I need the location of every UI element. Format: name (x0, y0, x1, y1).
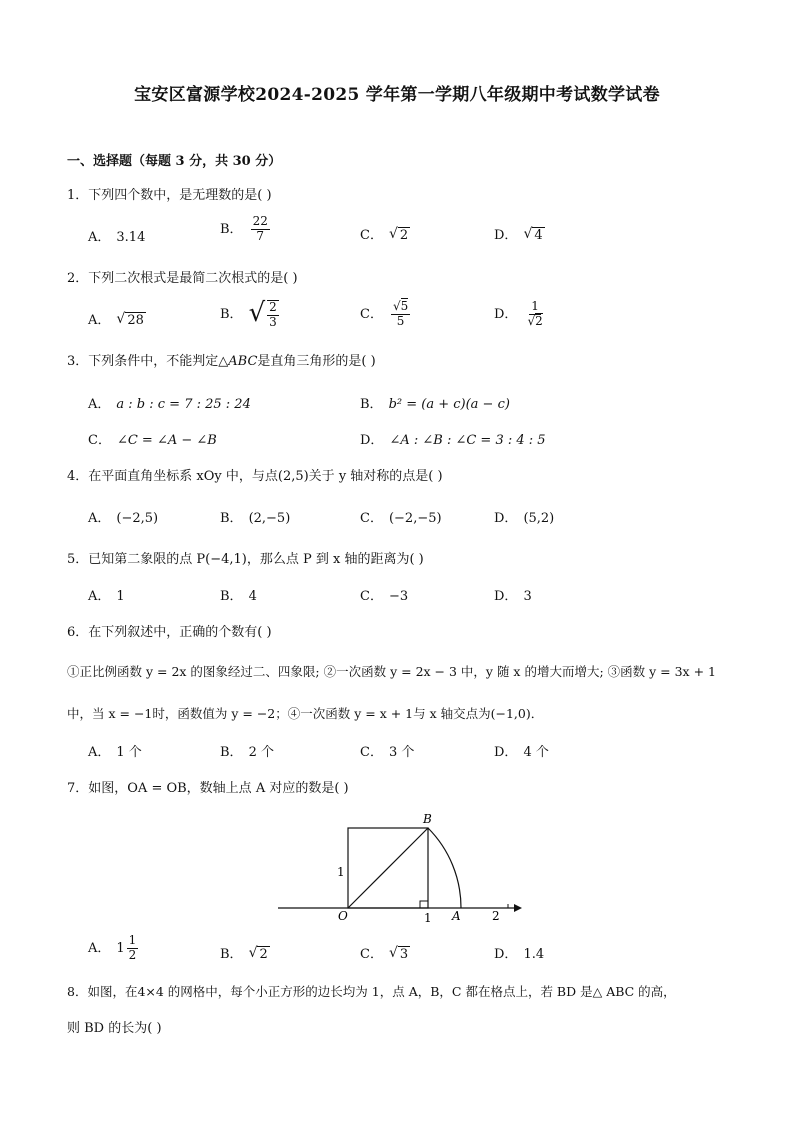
q1-option-b[interactable]: B． $\frac{22}{7}$ (220, 214, 268, 243)
q4-option-a[interactable]: A． (−2,5) (88, 511, 159, 526)
q6-option-a[interactable]: A． 1 个 (88, 745, 142, 760)
q3-option-c[interactable]: C． ∠C = ∠A − ∠B (88, 433, 217, 448)
sqrt: √ 2 (248, 945, 268, 963)
sqrt: √ 2 (388, 226, 409, 244)
question-6-stem: 6．在下列叙述中，正确的个数有( ) (67, 625, 272, 640)
q3-option-b[interactable]: B． b² = (a + c)(a − c) (360, 397, 510, 412)
point-b-label: B (423, 812, 432, 826)
q6-option-c[interactable]: C． 3 个 (360, 745, 415, 760)
q5-option-a[interactable]: A． 1 (88, 589, 125, 604)
question-7-stem: 7．如图，OA = OB，数轴上点 A 对应的数是( ) (67, 781, 349, 796)
q6-option-d[interactable]: D． 4 个 (494, 745, 549, 760)
q3-option-d[interactable]: D． ∠A : ∠B : ∠C = 3 : 4 : 5 (360, 433, 546, 448)
tick-1-label: 1 (424, 911, 432, 925)
fraction: $\frac{1}{√2}$ (527, 299, 543, 328)
fraction: $\frac{1}{2}$ (128, 933, 137, 962)
point-a-label: A (452, 909, 461, 923)
q1-option-c[interactable]: C． √ 2 (360, 226, 409, 244)
q2-option-a[interactable]: A． √ 28 (88, 311, 144, 329)
q5-option-d[interactable]: D． 3 (494, 589, 532, 604)
diagonal-ob (348, 828, 428, 908)
point-o-label: O (338, 909, 348, 923)
question-6-statements-line1: ①正比例函数 y = 2x 的图象经过二、四象限; ②一次函数 y = 2x − 3 中，y 随 x 的增大而增大; ③函数 y = 3x + 1 (67, 664, 716, 679)
q4-option-c[interactable]: C． (−2,−5) (360, 511, 442, 526)
q4-option-d[interactable]: D． (5,2) (494, 511, 555, 526)
q7-option-c[interactable]: C． √ 3 (360, 945, 409, 963)
q2-option-d[interactable]: D． $\frac{1}{√2}$ (494, 299, 543, 328)
sqrt: √ 28 (116, 311, 144, 329)
exam-title: 宝安区富源学校2024-2025 学年第一学期八年级期中考试数学试卷 (134, 85, 660, 105)
fraction: $\frac{22}{7}$ (252, 214, 268, 243)
question-3-stem: 3．下列条件中，不能判定△ABC是直角三角形的是( ) (67, 354, 376, 369)
q1-option-d[interactable]: D． √ 4 (494, 226, 543, 244)
question-5-stem: 5．已知第二象限的点 P(−4,1)，那么点 P 到 x 轴的距离为( ) (67, 552, 424, 567)
q2-option-b[interactable]: B． √ $\frac{2}{3}$ (220, 300, 281, 330)
tick-2-label: 2 (492, 909, 500, 923)
q5-option-c[interactable]: C． −3 (360, 589, 409, 604)
fraction: $\frac{√5}{5}$ (392, 299, 409, 328)
sqrt: √ 4 (523, 226, 543, 244)
q7-option-d[interactable]: D． 1.4 (494, 947, 545, 962)
sqrt: √ 3 (388, 945, 409, 963)
question-2-stem: 2．下列二次根式是最简二次根式的是( ) (67, 271, 298, 286)
question-4-stem: 4．在平面直角坐标系 xOy 中，与点(2,5)关于 y 轴对称的点是( ) (67, 469, 443, 484)
section-heading: 一、选择题（每题 3 分，共 30 分） (67, 154, 282, 169)
sqrt: √ $\frac{2}{3}$ (248, 298, 277, 329)
q4-option-b[interactable]: B． (2,−5) (220, 511, 291, 526)
question-6-statements-line2: 中，当 x = −1时，函数值为 y = −2；④一次函数 y = x + 1与 x 轴交点为(−1,0)． (67, 706, 544, 721)
right-angle-mark (420, 901, 428, 908)
q3-option-a[interactable]: A． a : b : c = 7 : 25 : 24 (88, 397, 251, 412)
q5-option-b[interactable]: B． 4 (220, 589, 257, 604)
number-line-figure (270, 808, 530, 928)
question-1-stem: 1．下列四个数中，是无理数的是( ) (67, 188, 272, 203)
axis-arrow (514, 904, 522, 912)
q7-option-b[interactable]: B． √ 2 (220, 945, 268, 963)
q6-option-b[interactable]: B． 2 个 (220, 745, 274, 760)
q7-option-a[interactable]: A． 1 $\frac{1}{2}$ (88, 933, 137, 962)
question-8-stem-line2: 则 BD 的长为( ) (67, 1021, 162, 1036)
q2-option-c[interactable]: C． $\frac{√5}{5}$ (360, 299, 409, 328)
q1-option-a[interactable]: A． 3.14 (88, 230, 146, 245)
arc-b-to-a (428, 828, 461, 908)
question-8-stem-line1: 8．如图，在4×4 的网格中，每个小正方形的边长均为 1，点 A，B，C 都在格点上，若 BD 是△ ABC 的高， (67, 984, 676, 999)
side-length-label: 1 (337, 865, 345, 879)
